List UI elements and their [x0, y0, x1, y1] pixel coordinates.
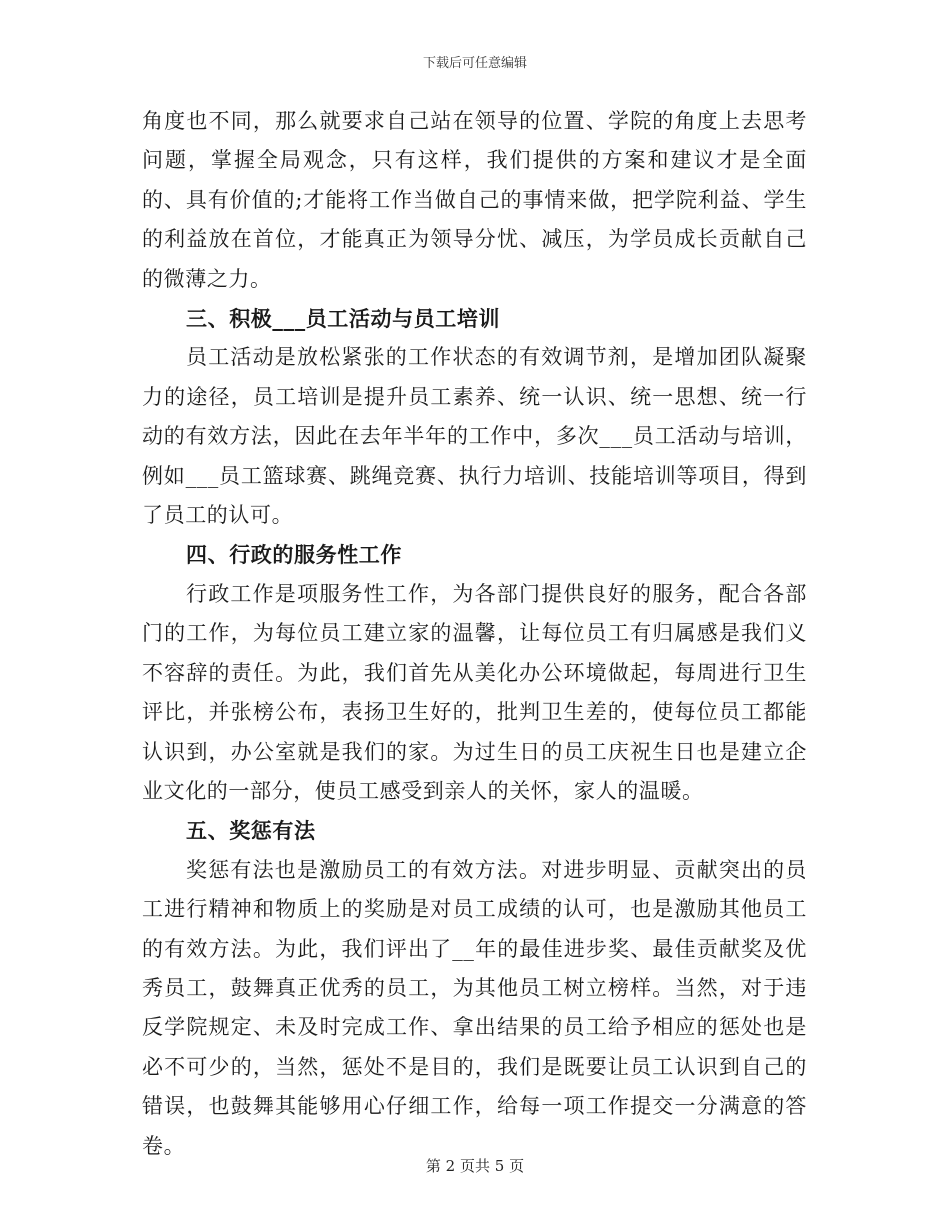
paragraph-section-5: 奖惩有法也是激励员工的有效方法。对进步明显、贡献突出的员工进行精神和物质上的奖励是对员工成绩的认可，也是激励其他员工的有效方法。为此，我们评出了__年的最佳进步奖、最佳贡献奖及优秀员工，鼓舞真正优秀的员工，为其他员工树立榜样。当然，对于违反学院规定、未及时完成工作、拿出结果的员工给予相应的惩处也是必不可少的，当然，惩处不是目的，我们是既要让员工认识到自己的错误，也鼓舞其能够用心仔细工作，给每一项工作提交一分满意的答卷。: [142, 857, 807, 1158]
paragraph-section-3: 员工活动是放松紧张的工作状态的有效调节剂，是增加团队凝聚力的途径，员工培训是提升员工素养、统一认识、统一思想、统一行动的有效方法，因此在去年半年的工作中，多次___员工活动与培训，例如___员工篮球赛、跳绳竞赛、执行力培训、技能培训等项目，得到了员工的认可。: [142, 345, 807, 528]
paragraph-continuation: 角度也不同，那么就要求自己站在领导的位置、学院的角度上去思考问题，掌握全局观念，只有这样，我们提供的方案和建议才是全面的、具有价值的;才能将工作当做自己的事情来做，把学院利益、学生的利益放在首位，才能真正为领导分忧、减压，为学员成长贡献自己的微薄之力。: [142, 109, 807, 291]
page-header: 下载后可任意编辑: [422, 56, 527, 71]
section-heading-5: 五、奖惩有法: [186, 818, 316, 844]
section-heading-4: 四、行政的服务性工作: [186, 542, 402, 568]
document-body: [142, 102, 807, 1166]
page-footer: 第 2 页共 5 页: [425, 1157, 525, 1175]
paragraph-section-4: 行政工作是项服务性工作，为各部门提供良好的服务，配合各部门的工作，为每位员工建立家的温馨，让每位员工有归属感是我们义不容辞的责任。为此，我们首先从美化办公环境做起，每周进行卫生评比，并张榜公布，表扬卫生好的，批判卫生差的，使每位员工都能认识到，办公室就是我们的家。为过生日的员工庆祝生日也是建立企业文化的一部分，使员工感受到亲人的关怀，家人的温暖。: [142, 581, 807, 803]
section-heading-3: 三、积极___员工活动与员工培训: [186, 306, 501, 332]
